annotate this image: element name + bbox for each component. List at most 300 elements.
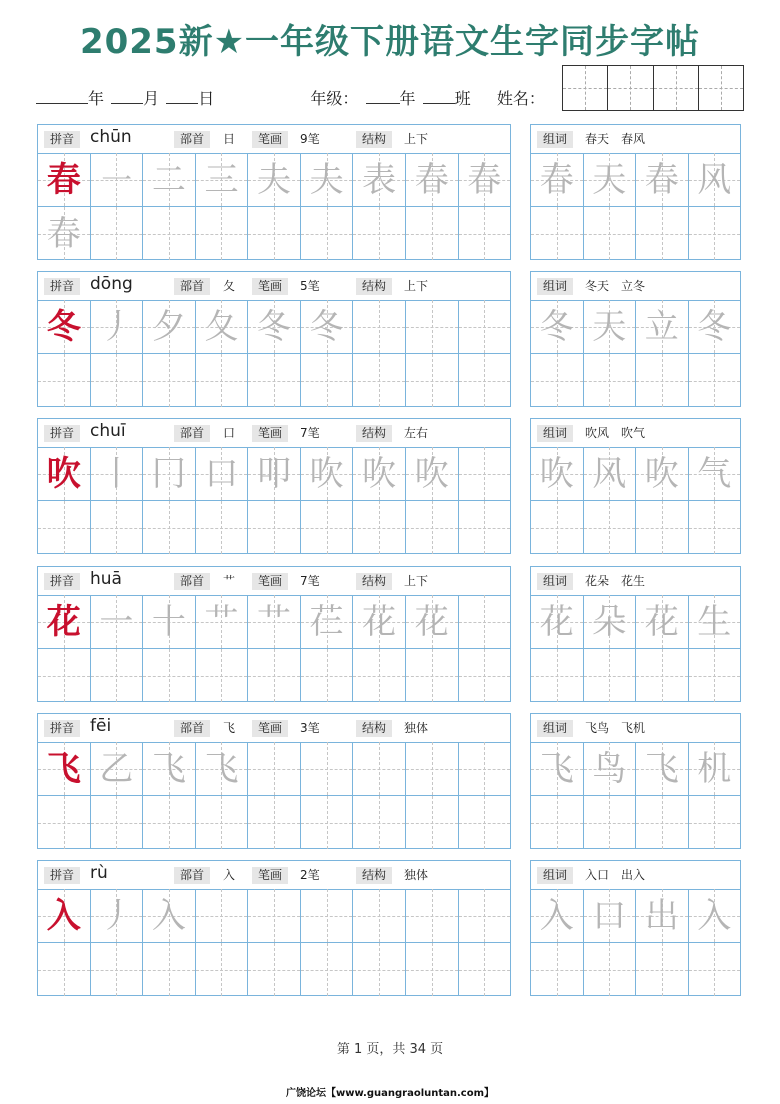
structure-label: 结构 <box>356 867 392 884</box>
words-label: 组词 <box>537 867 573 884</box>
tian-grid-cell[interactable] <box>584 501 637 554</box>
tian-grid-cell[interactable] <box>353 889 406 942</box>
words-header <box>531 861 740 890</box>
strokes-value: 2笔 <box>300 868 320 882</box>
tian-grid-cell[interactable] <box>91 649 144 702</box>
tian-grid-cell[interactable] <box>353 300 406 353</box>
trace-word-char: 机 <box>697 748 732 789</box>
strokes-label: 笔画 <box>252 278 288 295</box>
trace-word-char: 花 <box>539 601 574 642</box>
tian-grid-cell[interactable] <box>353 595 406 648</box>
radical-value: 艹 <box>223 574 236 588</box>
trace-stroke-step: 口 <box>204 453 239 494</box>
tian-grid-cell[interactable] <box>143 153 196 206</box>
tian-grid-cell[interactable] <box>38 943 91 996</box>
tian-grid-cell[interactable] <box>248 153 301 206</box>
tian-grid-cell[interactable] <box>459 153 511 206</box>
tian-grid-cell[interactable] <box>636 943 689 996</box>
pinyin-label: 拼音 <box>44 573 80 590</box>
tian-grid-cell[interactable] <box>91 501 144 554</box>
tian-grid-cell[interactable] <box>459 943 511 996</box>
tian-grid-cell[interactable] <box>636 889 689 942</box>
tian-grid-cell[interactable] <box>143 207 196 260</box>
radical-value: 日 <box>223 132 236 146</box>
tian-grid-cell[interactable] <box>301 501 354 554</box>
tian-grid-cell[interactable] <box>636 447 689 500</box>
tian-grid-cell[interactable] <box>301 943 354 996</box>
trace-word-char: 风 <box>592 453 627 494</box>
tian-grid-cell[interactable] <box>38 796 91 849</box>
radical-label: 部首 <box>174 278 210 295</box>
trace-word-char: 鸟 <box>592 748 627 789</box>
tian-grid-cell[interactable] <box>584 649 637 702</box>
tian-grid-cell[interactable] <box>301 649 354 702</box>
words-panel <box>530 124 741 260</box>
radical-value: 口 <box>223 426 236 440</box>
structure-value: 上下 <box>404 574 429 588</box>
month-blank[interactable] <box>111 89 143 104</box>
tian-grid-cell[interactable] <box>301 447 354 500</box>
trace-word-char: 吹 <box>644 453 679 494</box>
trace-word-char: 出 <box>644 895 679 936</box>
tian-grid-cell[interactable] <box>689 889 741 942</box>
words-value: 花朵 花生 <box>585 574 646 588</box>
radical-label: 部首 <box>174 131 210 148</box>
tian-grid-cell[interactable] <box>38 742 91 795</box>
words-grid <box>531 595 740 701</box>
structure-label: 结构 <box>356 720 392 737</box>
strokes-label: 笔画 <box>252 573 288 590</box>
radical-label: 部首 <box>174 867 210 884</box>
tian-grid-cell[interactable] <box>636 501 689 554</box>
trace-stroke-step: 吹 <box>309 453 344 494</box>
tian-grid-cell[interactable] <box>531 742 584 795</box>
tian-grid-cell[interactable] <box>248 742 301 795</box>
words-panel <box>530 566 741 702</box>
site-credit: 广饶论坛【www.guangraoluntan.com】 <box>285 1088 495 1099</box>
tian-grid-cell[interactable] <box>301 889 354 942</box>
trace-stroke-step: 艹 <box>204 601 239 642</box>
words-header <box>531 272 740 301</box>
words-label: 组词 <box>537 131 573 148</box>
tian-grid-cell[interactable] <box>459 354 511 407</box>
tian-grid-cell[interactable] <box>459 447 511 500</box>
structure-value: 独体 <box>404 868 429 882</box>
tian-grid-cell[interactable] <box>531 595 584 648</box>
tian-grid-cell[interactable] <box>406 207 459 260</box>
tian-grid-cell[interactable] <box>531 207 584 260</box>
strokes-label: 笔画 <box>252 720 288 737</box>
tian-grid-cell[interactable] <box>531 354 584 407</box>
tian-grid-cell[interactable] <box>636 649 689 702</box>
words-value: 春天 春风 <box>585 132 646 146</box>
trace-word-char: 飞 <box>644 748 679 789</box>
char-info-header <box>38 272 510 301</box>
words-grid <box>531 742 740 848</box>
tian-grid-cell[interactable] <box>301 354 354 407</box>
words-header <box>531 419 740 448</box>
trace-word-char: 口 <box>592 895 627 936</box>
tian-grid-cell[interactable] <box>531 649 584 702</box>
char-section <box>37 566 741 702</box>
tian-grid-cell[interactable] <box>689 354 741 407</box>
tian-grid-cell[interactable] <box>143 447 196 500</box>
tian-grid-cell[interactable] <box>353 796 406 849</box>
day-label: 日 <box>198 89 215 108</box>
trace-stroke-step: ㇐ <box>99 159 134 200</box>
tian-grid-cell[interactable] <box>406 501 459 554</box>
tian-grid-cell[interactable] <box>91 796 144 849</box>
trace-stroke-step: 夫 <box>309 159 344 200</box>
tian-grid-cell[interactable] <box>689 742 741 795</box>
tian-grid-cell[interactable] <box>196 300 249 353</box>
tian-grid-cell[interactable] <box>38 300 91 353</box>
words-panel <box>530 713 741 849</box>
tian-grid-cell[interactable] <box>531 796 584 849</box>
tian-grid-cell[interactable] <box>459 796 511 849</box>
tian-grid-cell[interactable] <box>406 649 459 702</box>
tian-grid-cell[interactable] <box>531 889 584 942</box>
tian-grid-cell[interactable] <box>248 943 301 996</box>
pinyin-value: chūn <box>90 127 132 147</box>
tian-grid-cell[interactable] <box>689 501 741 554</box>
name-box[interactable] <box>654 66 699 110</box>
words-header <box>531 714 740 743</box>
trace-stroke-step: 表 <box>362 159 397 200</box>
trace-stroke-step: 吹 <box>414 453 449 494</box>
writing-grid <box>38 447 510 553</box>
tian-grid-cell[interactable] <box>91 595 144 648</box>
tian-grid-cell[interactable] <box>636 300 689 353</box>
tian-grid-cell[interactable] <box>406 796 459 849</box>
pinyin-value: dōng <box>90 274 133 294</box>
trace-word-char: 入 <box>697 895 732 936</box>
words-label: 组词 <box>537 720 573 737</box>
char-info-header <box>38 861 510 890</box>
tian-grid-cell[interactable] <box>196 501 249 554</box>
trace-stroke-step: 夂 <box>204 306 239 347</box>
tian-grid-cell[interactable] <box>406 889 459 942</box>
tian-grid-cell[interactable] <box>143 889 196 942</box>
tian-grid-cell[interactable] <box>143 943 196 996</box>
tian-grid-cell[interactable] <box>353 501 406 554</box>
tian-grid-cell[interactable] <box>689 595 741 648</box>
words-grid <box>531 889 740 995</box>
trace-stroke-step: 春 <box>46 213 81 254</box>
words-header <box>531 567 740 596</box>
trace-word-char: 花 <box>644 601 679 642</box>
tian-grid-cell[interactable] <box>406 153 459 206</box>
tian-grid-cell[interactable] <box>196 943 249 996</box>
radical-value: 夂 <box>223 279 236 293</box>
trace-stroke-step: 丨 <box>99 453 134 494</box>
char-section <box>37 271 741 407</box>
tian-grid-cell[interactable] <box>459 501 511 554</box>
tian-grid-cell[interactable] <box>406 447 459 500</box>
trace-stroke-step: 艹 <box>257 601 292 642</box>
trace-word-char: 春 <box>644 159 679 200</box>
tian-grid-cell[interactable] <box>689 207 741 260</box>
model-character: 春 <box>46 159 81 200</box>
practice-panel <box>37 860 511 996</box>
tian-grid-cell[interactable] <box>459 649 511 702</box>
char-info-header <box>38 714 510 743</box>
tian-grid-cell[interactable] <box>406 595 459 648</box>
tian-grid-cell[interactable] <box>459 889 511 942</box>
structure-value: 独体 <box>404 721 429 735</box>
words-value: 吹风 吹气 <box>585 426 646 440</box>
words-value: 飞鸟 飞机 <box>585 721 646 735</box>
structure-label: 结构 <box>356 278 392 295</box>
tian-grid-cell[interactable] <box>689 649 741 702</box>
words-grid <box>531 153 740 259</box>
tian-grid-cell[interactable] <box>636 796 689 849</box>
writing-grid <box>38 889 510 995</box>
practice-panel <box>37 713 511 849</box>
tian-grid-cell[interactable] <box>143 595 196 648</box>
tian-grid-cell[interactable] <box>406 354 459 407</box>
tian-grid-cell[interactable] <box>584 889 637 942</box>
tian-grid-cell[interactable] <box>584 354 637 407</box>
tian-grid-cell[interactable] <box>301 153 354 206</box>
tian-grid-cell[interactable] <box>406 742 459 795</box>
model-character: 花 <box>46 601 81 642</box>
tian-grid-cell[interactable] <box>301 300 354 353</box>
tian-grid-cell[interactable] <box>353 153 406 206</box>
name-box[interactable] <box>563 66 608 110</box>
tian-grid-cell[interactable] <box>91 889 144 942</box>
char-info-header <box>38 419 510 448</box>
tian-grid-cell[interactable] <box>531 153 584 206</box>
tian-grid-cell[interactable] <box>143 354 196 407</box>
class-blank[interactable] <box>423 89 455 104</box>
structure-value: 上下 <box>404 132 429 146</box>
pinyin-value: chuī <box>90 421 126 441</box>
tian-grid-cell[interactable] <box>531 501 584 554</box>
tian-grid-cell[interactable] <box>91 943 144 996</box>
pinyin-value: huā <box>90 569 122 589</box>
radical-label: 部首 <box>174 720 210 737</box>
tian-grid-cell[interactable] <box>353 649 406 702</box>
trace-stroke-step: 花 <box>414 601 449 642</box>
tian-grid-cell[interactable] <box>584 595 637 648</box>
tian-grid-cell[interactable] <box>248 649 301 702</box>
tian-grid-cell[interactable] <box>38 207 91 260</box>
tian-grid-cell[interactable] <box>196 207 249 260</box>
tian-grid-cell[interactable] <box>143 300 196 353</box>
tian-grid-cell[interactable] <box>459 595 511 648</box>
grade-blank[interactable] <box>366 89 400 104</box>
tian-grid-cell[interactable] <box>459 742 511 795</box>
tian-grid-cell[interactable] <box>689 943 741 996</box>
trace-word-char: 气 <box>697 453 732 494</box>
trace-stroke-step: 春 <box>467 159 502 200</box>
pinyin-label: 拼音 <box>44 720 80 737</box>
trace-stroke-step: 叩 <box>257 453 292 494</box>
tian-grid-cell[interactable] <box>248 447 301 500</box>
tian-grid-cell[interactable] <box>196 796 249 849</box>
tian-grid-cell[interactable] <box>248 207 301 260</box>
tian-grid-cell[interactable] <box>584 153 637 206</box>
trace-stroke-step: 冬 <box>309 306 344 347</box>
tian-grid-cell[interactable] <box>91 354 144 407</box>
class-label: 班 <box>454 89 471 108</box>
tian-grid-cell[interactable] <box>353 207 406 260</box>
strokes-value: 5笔 <box>300 279 320 293</box>
tian-grid-cell[interactable] <box>248 796 301 849</box>
tian-grid-cell[interactable] <box>196 649 249 702</box>
tian-grid-cell[interactable] <box>196 742 249 795</box>
practice-panel <box>37 418 511 554</box>
trace-word-char: 立 <box>644 306 679 347</box>
trace-stroke-step: 二 <box>151 159 186 200</box>
tian-grid-cell[interactable] <box>584 943 637 996</box>
tian-grid-cell[interactable] <box>459 300 511 353</box>
writing-grid <box>38 595 510 701</box>
strokes-value: 7笔 <box>300 574 320 588</box>
grade-label: 年级： <box>310 89 359 108</box>
tian-grid-cell[interactable] <box>143 796 196 849</box>
structure-label: 结构 <box>356 131 392 148</box>
tian-grid-cell[interactable] <box>91 742 144 795</box>
tian-grid-cell[interactable] <box>689 153 741 206</box>
trace-stroke-step: 吹 <box>362 453 397 494</box>
tian-grid-cell[interactable] <box>38 447 91 500</box>
tian-grid-cell[interactable] <box>689 796 741 849</box>
radical-value: 入 <box>223 868 236 882</box>
trace-word-char: 飞 <box>539 748 574 789</box>
tian-grid-cell[interactable] <box>406 943 459 996</box>
trace-stroke-step: 入 <box>151 895 186 936</box>
tian-grid-cell[interactable] <box>584 207 637 260</box>
name-boxes[interactable] <box>562 65 744 111</box>
month-label: 月 <box>143 89 160 108</box>
day-blank[interactable] <box>166 89 198 104</box>
trace-stroke-step: 丿 <box>99 306 134 347</box>
trace-word-char: 天 <box>592 159 627 200</box>
tian-grid-cell[interactable] <box>301 742 354 795</box>
tian-grid-cell[interactable] <box>531 300 584 353</box>
structure-label: 结构 <box>356 573 392 590</box>
tian-grid-cell[interactable] <box>143 649 196 702</box>
strokes-value: 9笔 <box>300 132 320 146</box>
name-box[interactable] <box>699 66 743 110</box>
words-panel <box>530 860 741 996</box>
structure-value: 左右 <box>404 426 429 440</box>
char-info-header <box>38 125 510 154</box>
tian-grid-cell[interactable] <box>531 943 584 996</box>
pinyin-label: 拼音 <box>44 278 80 295</box>
structure-value: 上下 <box>404 279 429 293</box>
words-label: 组词 <box>537 573 573 590</box>
trace-stroke-step: 乙 <box>99 748 134 789</box>
writing-grid <box>38 153 510 259</box>
tian-grid-cell[interactable] <box>301 595 354 648</box>
tian-grid-cell[interactable] <box>196 595 249 648</box>
tian-grid-cell[interactable] <box>91 300 144 353</box>
tian-grid-cell[interactable] <box>636 595 689 648</box>
trace-stroke-step: 花 <box>362 601 397 642</box>
tian-grid-cell[interactable] <box>301 207 354 260</box>
radical-label: 部首 <box>174 573 210 590</box>
tian-grid-cell[interactable] <box>38 649 91 702</box>
tian-grid-cell[interactable] <box>636 742 689 795</box>
tian-grid-cell[interactable] <box>38 354 91 407</box>
year-blank[interactable] <box>36 89 88 104</box>
strokes-label: 笔画 <box>252 867 288 884</box>
tian-grid-cell[interactable] <box>196 354 249 407</box>
tian-grid-cell[interactable] <box>248 300 301 353</box>
words-value: 冬天 立冬 <box>585 279 646 293</box>
tian-grid-cell[interactable] <box>91 207 144 260</box>
tian-grid-cell[interactable] <box>248 354 301 407</box>
pinyin-label: 拼音 <box>44 131 80 148</box>
model-character: 入 <box>46 895 81 936</box>
trace-stroke-step: 丿 <box>99 895 134 936</box>
practice-panel <box>37 566 511 702</box>
tian-grid-cell[interactable] <box>636 153 689 206</box>
tian-grid-cell[interactable] <box>38 889 91 942</box>
tian-grid-cell[interactable] <box>91 447 144 500</box>
writing-grid <box>38 300 510 406</box>
tian-grid-cell[interactable] <box>353 354 406 407</box>
tian-grid-cell[interactable] <box>91 153 144 206</box>
tian-grid-cell[interactable] <box>353 943 406 996</box>
strokes-value: 3笔 <box>300 721 320 735</box>
radical-label: 部首 <box>174 425 210 442</box>
pinyin-label: 拼音 <box>44 425 80 442</box>
tian-grid-cell[interactable] <box>301 796 354 849</box>
tian-grid-cell[interactable] <box>38 153 91 206</box>
model-character: 冬 <box>46 306 81 347</box>
tian-grid-cell[interactable] <box>248 889 301 942</box>
tian-grid-cell[interactable] <box>38 595 91 648</box>
tian-grid-cell[interactable] <box>353 447 406 500</box>
tian-grid-cell[interactable] <box>584 300 637 353</box>
page-footer: 第 1 页，共 34 页 <box>336 1042 444 1057</box>
tian-grid-cell[interactable] <box>636 354 689 407</box>
tian-grid-cell[interactable] <box>689 447 741 500</box>
pinyin-value: rù <box>90 863 108 883</box>
tian-grid-cell[interactable] <box>248 595 301 648</box>
tian-grid-cell[interactable] <box>406 300 459 353</box>
tian-grid-cell[interactable] <box>584 742 637 795</box>
tian-grid-cell[interactable] <box>143 501 196 554</box>
tian-grid-cell[interactable] <box>459 207 511 260</box>
trace-word-char: 春 <box>539 159 574 200</box>
tian-grid-cell[interactable] <box>689 300 741 353</box>
tian-grid-cell[interactable] <box>196 153 249 206</box>
trace-word-char: 天 <box>592 306 627 347</box>
name-box[interactable] <box>608 66 653 110</box>
tian-grid-cell[interactable] <box>353 742 406 795</box>
year-label: 年 <box>88 89 105 108</box>
trace-word-char: 朵 <box>592 601 627 642</box>
tian-grid-cell[interactable] <box>143 742 196 795</box>
words-panel <box>530 271 741 407</box>
pinyin-value: fēi <box>90 716 112 736</box>
tian-grid-cell[interactable] <box>636 207 689 260</box>
tian-grid-cell[interactable] <box>248 501 301 554</box>
tian-grid-cell[interactable] <box>531 447 584 500</box>
tian-grid-cell[interactable] <box>196 447 249 500</box>
char-section <box>37 418 741 554</box>
tian-grid-cell[interactable] <box>584 796 637 849</box>
tian-grid-cell[interactable] <box>196 889 249 942</box>
tian-grid-cell[interactable] <box>584 447 637 500</box>
trace-stroke-step: 春 <box>414 159 449 200</box>
tian-grid-cell[interactable] <box>38 501 91 554</box>
